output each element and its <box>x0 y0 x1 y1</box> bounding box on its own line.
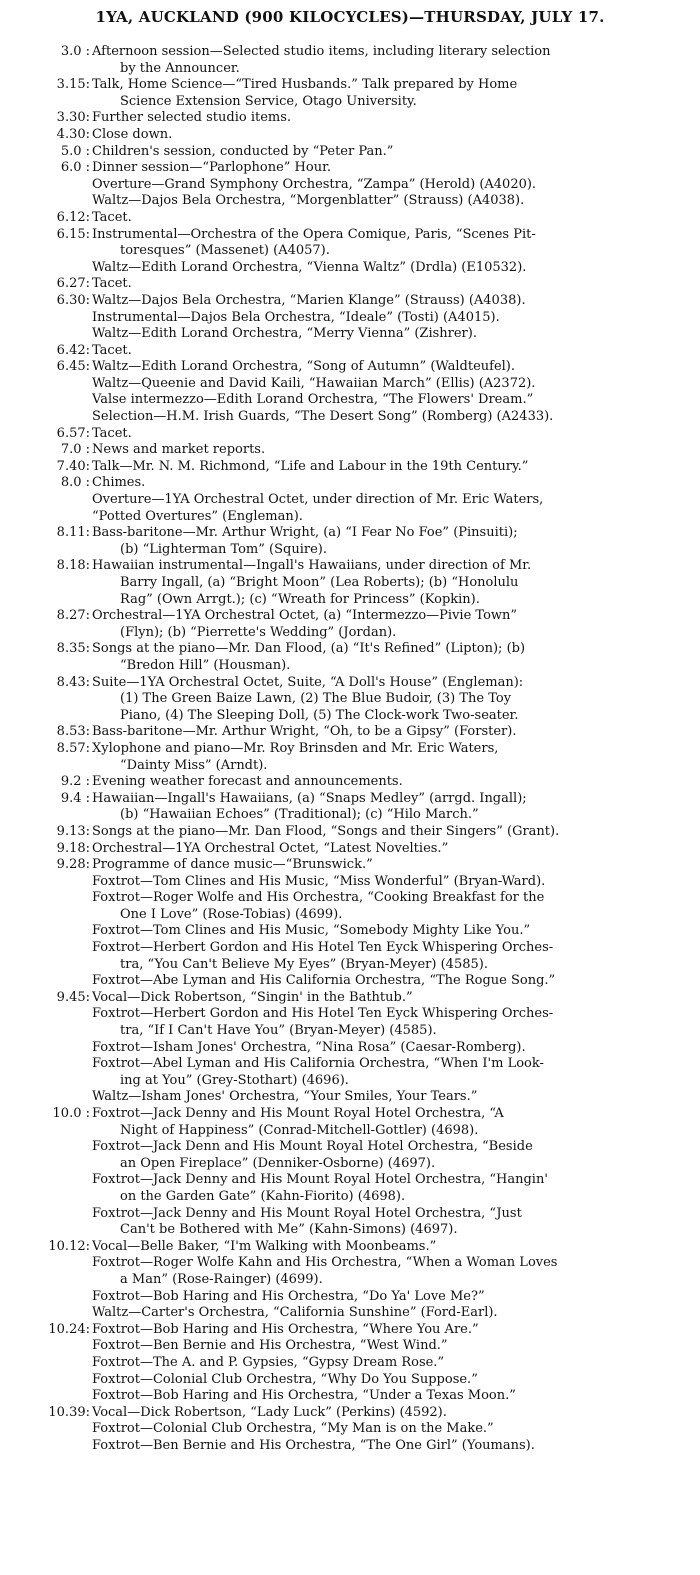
entry-text-continuation: tra, “If I Can't Have You” (Bryan-Meyer) (4585). <box>120 1023 437 1039</box>
programme-entry <box>0 293 700 343</box>
entry-text-line: Waltz—Carter's Orchestra, “California Sunshine” (Ford-Earl). <box>92 1305 498 1321</box>
programme-entry <box>0 459 700 476</box>
entry-text-continuation: ing at You” (Grey-Stothart) (4696). <box>120 1072 349 1088</box>
entry-time: 3.15: <box>56 77 90 93</box>
entry-text-line: Tacet. <box>92 276 132 292</box>
entry-text-line: Tacet. <box>92 209 132 225</box>
entry-time: 8.18: <box>56 558 90 574</box>
entry-time: 9.18: <box>56 840 90 856</box>
entry-time: 8.43: <box>56 674 90 690</box>
entry-text-line: Hawaiian—Ingall's Hawaiians, (a) “Snaps Medley” (arrgd. Ingall); <box>92 790 527 806</box>
entry-text-line: Foxtrot—Isham Jones' Orchestra, “Nina Rosa” (Caesar-Romberg). <box>92 1039 526 1055</box>
entry-text-line: Vocal—Dick Robertson, “Singin' in the Bathtub.” <box>92 989 413 1005</box>
programme-entry <box>0 841 700 858</box>
entry-text-continuation: Piano, (4) The Sleeping Doll, (5) The Clock-work Two-seater. <box>120 707 519 723</box>
entry-text-continuation: Can't be Bothered with Me” (Kahn-Simons) (4697). <box>120 1222 458 1238</box>
entry-text-line: Songs at the piano—Mr. Dan Flood, (a) “It's Refined” (Lipton); (b) <box>92 641 526 657</box>
entry-text-line: Evening weather forecast and announcements. <box>92 774 403 790</box>
programme-entry <box>0 343 700 360</box>
entry-text-line: Foxtrot—Jack Denn and His Mount Royal Hotel Orchestra, “Beside <box>92 1139 533 1155</box>
entry-text-line: Songs at the piano—Mr. Dan Flood, “Songs and their Singers” (Grant). <box>92 823 560 839</box>
programme-entry <box>0 675 700 725</box>
entry-time: 6.57: <box>56 425 90 441</box>
entry-text-line: Foxtrot—Ben Bernie and His Orchestra, “West Wind.” <box>92 1338 448 1354</box>
entry-time: 6.0 : <box>60 160 90 176</box>
entry-time: 10.39: <box>48 1404 90 1420</box>
programme-entry <box>0 475 700 525</box>
programme-entry <box>0 1322 700 1405</box>
entry-time: 8.35: <box>56 641 90 657</box>
entry-time: 5.0 : <box>60 143 90 159</box>
programme-entry <box>0 44 700 77</box>
entry-text-continuation: (b) “Hawaiian Echoes” (Traditional); (c) “Hilo March.” <box>120 807 479 823</box>
entry-time: 9.45: <box>56 989 90 1005</box>
entry-text-line: Bass-baritone—Mr. Arthur Wright, (a) “I Fear No Foe” (Pinsuiti); <box>92 525 518 541</box>
entry-text-line: Dinner session—“Parlophone” Hour. <box>92 160 332 176</box>
entry-text-continuation: Rag” (Own Arrgt.); (c) “Wreath for Princess” (Kopkin). <box>120 591 480 607</box>
entry-text-line: Foxtrot—Herbert Gordon and His Hotel Ten Eyck Whispering Orches- <box>92 1006 554 1022</box>
entry-time: 7.0 : <box>60 442 90 458</box>
entry-text-continuation: a Man” (Rose-Rainger) (4699). <box>120 1271 323 1287</box>
entry-text-line: Orchestral—1YA Orchestral Octet, (a) “Intermezzo—Pivie Town” <box>92 608 518 624</box>
entry-text-continuation: by the Announcer. <box>120 60 240 76</box>
entry-time: 4.30: <box>56 126 90 142</box>
entry-text-line: Xylophone and piano—Mr. Roy Brinsden and Mr. Eric Waters, <box>92 740 499 756</box>
entry-text-continuation: (Flyn); (b) “Pierrette's Wedding” (Jordan). <box>120 624 397 640</box>
entry-text-line: Chimes. <box>92 475 146 491</box>
programme-entry <box>0 857 700 990</box>
entry-text-continuation: tra, “You Can't Believe My Eyes” (Bryan-Meyer) (4585). <box>120 956 488 972</box>
programme-entry <box>0 210 700 227</box>
programme-entry <box>0 359 700 425</box>
programme-entry <box>0 127 700 144</box>
programme-entry <box>0 724 700 741</box>
entry-text-line: Foxtrot—Roger Wolfe and His Orchestra, “Cooking Breakfast for the <box>92 890 545 906</box>
programme-entry <box>0 774 700 791</box>
entry-text-continuation: Barry Ingall, (a) “Bright Moon” (Lea Roberts); (b) “Honolulu <box>120 575 519 590</box>
entry-text-line: Bass-baritone—Mr. Arthur Wright, “Oh, to be a Gipsy” (Forster). <box>92 724 517 740</box>
entry-text-line: Foxtrot—Abe Lyman and His California Orchestra, “The Rogue Song.” <box>92 973 556 989</box>
entry-time: 9.2 : <box>60 774 90 790</box>
programme-entry <box>0 426 700 443</box>
programme-entry <box>0 990 700 1106</box>
entry-text-continuation: One I Love” (Rose-Tobias) (4699). <box>120 906 343 922</box>
programme-entry <box>0 1106 700 1239</box>
entry-text-line: Foxtrot—Roger Wolfe Kahn and His Orchestra, “When a Woman Loves <box>92 1255 558 1271</box>
entry-time: 8.57: <box>56 740 90 756</box>
entry-time: 10.0 : <box>52 1106 90 1121</box>
entry-text-continuation: (b) “Lighterman Tom” (Squire). <box>120 541 327 557</box>
entry-text-line: Overture—Grand Symphony Orchestra, “Zampa” (Herold) (A4020). <box>92 176 537 192</box>
entry-time: 6.42: <box>56 342 90 358</box>
entry-text-line: Hawaiian instrumental—Ingall's Hawaiians, under direction of Mr. <box>92 558 532 574</box>
entry-text-line: Foxtrot—Herbert Gordon and His Hotel Ten Eyck Whispering Orches- <box>92 940 554 956</box>
entry-text-line: Vocal—Belle Baker, “I'm Walking with Moonbeams.” <box>92 1238 437 1254</box>
entry-text-line: Foxtrot—Bob Haring and His Orchestra, “Do Ya' Love Me?” <box>92 1288 485 1304</box>
entry-text-line: Waltz—Dajos Bela Orchestra, “Morgenblatter” (Strauss) (A4038). <box>92 193 525 209</box>
entry-text-line: Overture—1YA Orchestral Octet, under direction of Mr. Eric Waters, <box>92 492 544 508</box>
programme-entry <box>0 641 700 674</box>
entry-time: 3.30: <box>56 110 90 126</box>
programme-entry <box>0 227 700 277</box>
entry-time: 8.0 : <box>60 475 90 491</box>
entry-text-line: Foxtrot—Colonial Club Orchestra, “Why Do You Suppose.” <box>92 1371 478 1387</box>
entry-time: 6.30: <box>56 292 90 308</box>
programme-entry <box>0 110 700 127</box>
entry-text-line: Talk—Mr. N. M. Richmond, “Life and Labour in the 19th Century.” <box>92 458 529 474</box>
entry-text-line: “Potted Overtures” (Engleman). <box>92 508 303 524</box>
entry-text-line: Instrumental—Dajos Bela Orchestra, “Ideale” (Tosti) (A4015). <box>92 309 500 325</box>
entry-text-continuation: “Dainty Miss” (Arndt). <box>120 757 268 773</box>
entry-text-continuation: an Open Fireplace” (Denniker-Osborne) (4697). <box>120 1155 436 1171</box>
programme-entry <box>0 741 700 774</box>
entry-text-line: Foxtrot—Jack Denny and His Mount Royal Hotel Orchestra, “Hangin' <box>92 1172 548 1188</box>
entry-time: 8.11: <box>56 525 90 541</box>
entry-text-line: Foxtrot—Tom Clines and His Music, “Somebody Mighty Like You.” <box>92 923 531 939</box>
entry-text-line: Foxtrot—The A. and P. Gypsies, “Gypsy Dream Rose.” <box>92 1354 445 1370</box>
entry-text-line: Programme of dance music—“Brunswick.” <box>92 857 373 873</box>
entry-text-line: Vocal—Dick Robertson, “Lady Luck” (Perkins) (4592). <box>92 1404 447 1420</box>
entry-text-line: Talk, Home Science—“Tired Husbands.” Talk prepared by Home <box>92 77 518 93</box>
entry-time: 8.53: <box>56 724 90 740</box>
entry-text-line: Foxtrot—Colonial Club Orchestra, “My Man is on the Make.” <box>92 1421 494 1437</box>
entry-time: 6.45: <box>56 359 90 375</box>
entry-text-continuation: (1) The Green Baize Lawn, (2) The Blue Budoir, (3) The Toy <box>120 691 512 707</box>
programme-entry <box>0 525 700 558</box>
entry-text-continuation: Science Extension Service, Otago University. <box>120 93 417 109</box>
entry-text-line: Orchestral—1YA Orchestral Octet, “Latest Novelties.” <box>92 840 449 856</box>
entry-time: 8.27: <box>56 608 90 624</box>
entry-time: 7.40: <box>56 458 90 474</box>
entry-time: 10.12: <box>48 1238 90 1254</box>
entry-text-line: Further selected studio items. <box>92 110 292 126</box>
programme-entry <box>0 160 700 210</box>
entry-text-line: Waltz—Dajos Bela Orchestra, “Marien Klange” (Strauss) (A4038). <box>92 292 526 308</box>
entry-text-line: Selection—H.M. Irish Guards, “The Desert Song” (Romberg) (A2433). <box>92 409 554 425</box>
programme-entry <box>0 276 700 293</box>
programme-entry <box>0 824 700 841</box>
entry-text-line: Valse intermezzo—Edith Lorand Orchestra, “The Flowers' Dream.” <box>92 392 534 408</box>
entry-text-line: Children's session, conducted by “Peter Pan.” <box>92 143 394 159</box>
entry-text-line: Waltz—Edith Lorand Orchestra, “Merry Vienna” (Zishrer). <box>92 326 477 342</box>
entry-text-line: Instrumental—Orchestra of the Opera Comique, Paris, “Scenes Pit- <box>92 226 536 242</box>
entry-text-line: Foxtrot—Ben Bernie and His Orchestra, “The One Girl” (Youmans). <box>92 1437 535 1453</box>
programme-entry <box>0 442 700 459</box>
entry-text-line: Foxtrot—Tom Clines and His Music, “Miss Wonderful” (Bryan-Ward). <box>92 873 546 889</box>
programme-entry <box>0 791 700 824</box>
entry-text-line: Afternoon session—Selected studio items, including literary selection <box>92 44 551 59</box>
entry-text-continuation: “Bredon Hill” (Housman). <box>120 657 291 673</box>
entry-time: 3.0 : <box>60 44 90 59</box>
entry-time: 9.4 : <box>60 790 90 806</box>
entry-time: 10.24: <box>48 1321 90 1337</box>
programme-entry <box>0 144 700 161</box>
entry-text-line: Waltz—Queenie and David Kaili, “Hawaiian March” (Ellis) (A2372). <box>92 375 536 391</box>
entry-time: 6.27: <box>56 276 90 292</box>
programme-entry <box>0 77 700 110</box>
entry-text-line: Foxtrot—Jack Denny and His Mount Royal Hotel Orchestra, “Just <box>92 1205 522 1221</box>
entry-text-line: Tacet. <box>92 425 132 441</box>
entry-text-line: Foxtrot—Bob Haring and His Orchestra, “Under a Texas Moon.” <box>92 1388 516 1404</box>
entry-text-continuation: Night of Happiness” (Conrad-Mitchell-Gottler) (4698). <box>120 1122 479 1138</box>
entry-text-line: Foxtrot—Abel Lyman and His California Orchestra, “When I'm Look- <box>92 1056 544 1072</box>
programme-entry <box>0 558 700 608</box>
entry-text-line: Close down. <box>92 126 173 142</box>
programme-entry <box>0 608 700 641</box>
entry-text-line: Suite—1YA Orchestral Octet, Suite, “A Doll's House” (Engleman): <box>92 674 524 690</box>
entry-text-line: Waltz—Edith Lorand Orchestra, “Song of Autumn” (Waldteufel). <box>92 359 516 375</box>
entry-time: 6.15: <box>56 226 90 242</box>
entry-text-line: Tacet. <box>92 342 132 358</box>
entry-text-line: Waltz—Isham Jones' Orchestra, “Your Smiles, Your Tears.” <box>92 1089 478 1105</box>
programme-entry <box>0 1405 700 1455</box>
entry-text-line: Waltz—Edith Lorand Orchestra, “Vienna Waltz” (Drdla) (E10532). <box>92 259 527 275</box>
entry-time: 6.12: <box>56 209 90 225</box>
programme-listing <box>0 44 700 1454</box>
entry-text-continuation: toresques” (Massenet) (A4057). <box>120 243 330 259</box>
entry-text-line: News and market reports. <box>92 442 266 458</box>
entry-text-line: Foxtrot—Bob Haring and His Orchestra, “Where You Are.” <box>92 1321 479 1337</box>
entry-time: 9.28: <box>56 857 90 873</box>
entry-text-continuation: on the Garden Gate” (Kahn-Fiorito) (4698). <box>120 1188 406 1204</box>
entry-time: 9.13: <box>56 823 90 839</box>
page-title: 1YA, AUCKLAND (900 KILOCYCLES)—THURSDAY, JULY 17. <box>95 8 605 26</box>
entry-text-line: Foxtrot—Jack Denny and His Mount Royal Hotel Orchestra, “A <box>92 1106 504 1121</box>
programme-entry <box>0 1239 700 1322</box>
